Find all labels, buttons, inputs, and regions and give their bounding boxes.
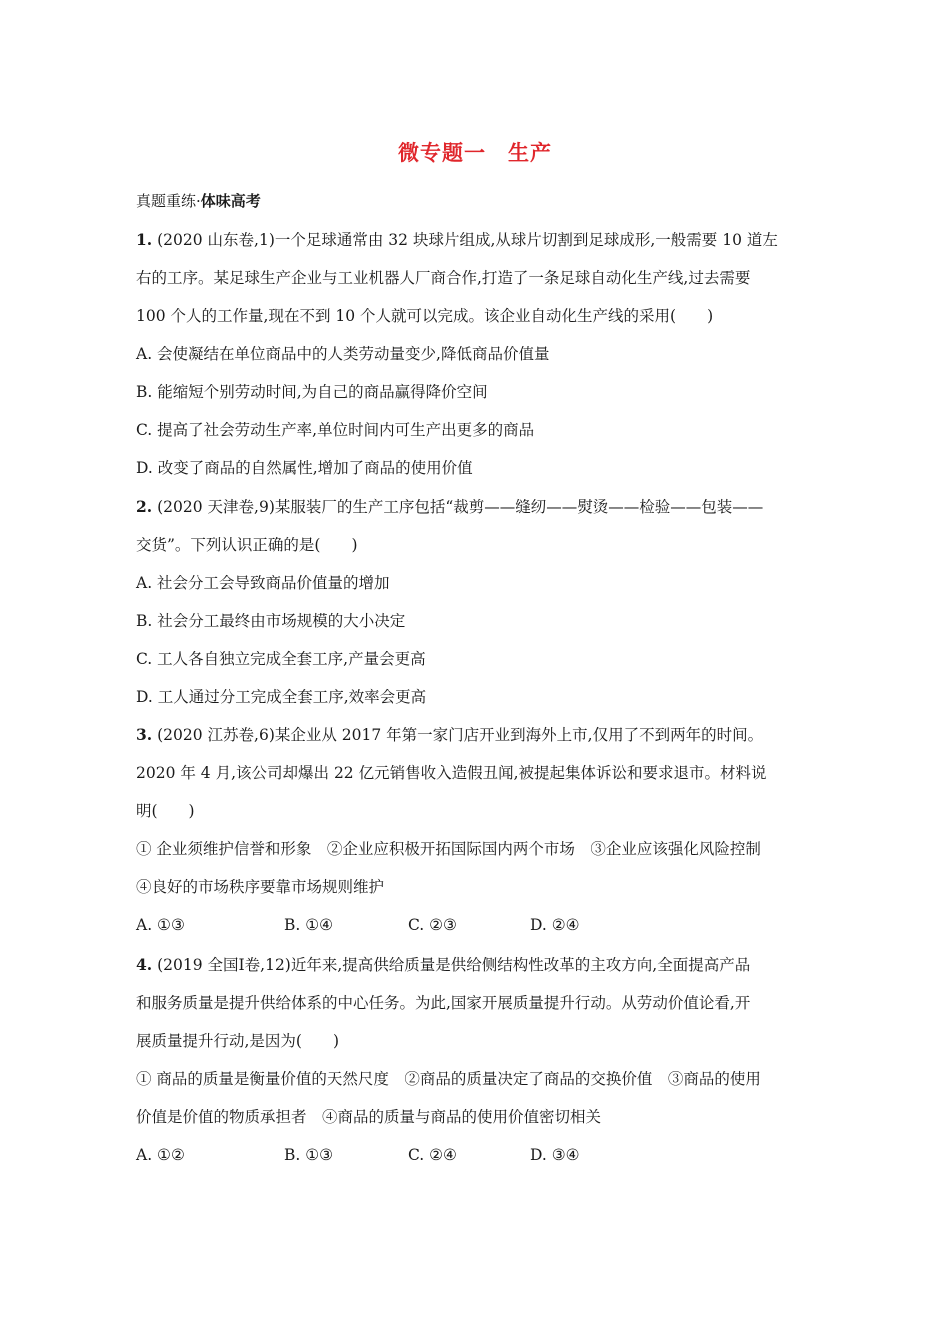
q1-option-b: B. 能缩短个别劳动时间,为自己的商品赢得降价空间	[136, 383, 488, 401]
q1-stem-2: 右的工序。某足球生产企业与工业机器人厂商合作,打造了一条足球自动化生产线,过去需要	[136, 269, 751, 287]
q1-option-c: C. 提高了社会劳动生产率,单位时间内可生产出更多的商品	[136, 421, 535, 439]
q4-option-a: A. ①②	[136, 1146, 185, 1164]
q4-stem-2: 和服务质量是提升供给体系的中心任务。为此,国家开展质量提升行动。从劳动价值论看,开	[136, 994, 751, 1012]
q2-option-d: D. 工人通过分工完成全套工序,效率会更高	[136, 688, 427, 706]
q2-option-c: C. 工人各自独立完成全套工序,产量会更高	[136, 650, 426, 668]
q1-stem-1: (2020 山东卷,1)一个足球通常由 32 块球片组成,从球片切割到足球成形,一般需要 10 道左	[152, 231, 778, 249]
section-heading	[136, 190, 261, 211]
q3-option-d: D. ②④	[530, 916, 580, 934]
q2-option-a: A. 社会分工会导致商品价值量的增加	[136, 574, 390, 592]
q1-stem-3: 100 个人的工作量,现在不到 10 个人就可以完成。该企业自动化生产线的采用( )	[136, 307, 714, 325]
q4-option-b: B. ①③	[284, 1146, 334, 1164]
q4-stem-1: (2019 全国Ⅰ卷,12)近年来,提高供给质量是供给侧结构性改革的主攻方向,全面提高产品	[152, 956, 751, 974]
q3-stem-3: 明( )	[136, 802, 195, 820]
q4-line-1	[136, 955, 750, 975]
q4-statements-2: 价值是价值的物质承担者 ④商品的质量与商品的使用价值密切相关	[136, 1108, 602, 1126]
section-prefix: 真题重练·	[136, 192, 201, 210]
q2-stem-1: (2020 天津卷,9)某服装厂的生产工序包括“裁剪——缝纫——熨烫——检验——包装——	[152, 498, 764, 516]
q3-option-a: A. ①③	[136, 916, 185, 934]
q3-statements-1: ① 企业须维护信誉和形象 ②企业应积极开拓国际国内两个市场 ③企业应该强化风险控制	[136, 840, 761, 858]
q4-option-d: D. ③④	[530, 1146, 580, 1164]
q4-statements-1: ① 商品的质量是衡量价值的天然尺度 ②商品的质量决定了商品的交换价值 ③商品的使用	[136, 1070, 761, 1088]
q3-option-c: C. ②③	[408, 916, 457, 934]
q3-stem-2: 2020 年 4 月,该公司却爆出 22 亿元销售收入造假丑闻,被提起集体诉讼和要求退市。材料说	[136, 764, 767, 782]
section-bold: 体味高考	[200, 192, 261, 210]
q2-number: 2.	[136, 497, 153, 516]
q3-number: 3.	[136, 725, 153, 744]
q3-line-1	[136, 725, 763, 745]
page-title: 微专题一 生产	[398, 141, 552, 165]
q3-stem-1: (2020 江苏卷,6)某企业从 2017 年第一家门店开业到海外上市,仅用了不到两年的时间。	[152, 726, 764, 744]
q4-option-c: C. ②④	[408, 1146, 457, 1164]
q2-stem-2: 交货”。下列认识正确的是( )	[136, 536, 358, 554]
q1-line-1	[136, 230, 778, 250]
q3-statements-2: ④良好的市场秩序要靠市场规则维护	[136, 878, 385, 896]
q1-option-a: A. 会使凝结在单位商品中的人类劳动量变少,降低商品价值量	[136, 345, 550, 363]
q2-option-b: B. 社会分工最终由市场规模的大小决定	[136, 612, 406, 630]
q1-number: 1.	[136, 230, 153, 249]
q4-number: 4.	[136, 955, 153, 974]
q4-stem-3: 展质量提升行动,是因为( )	[136, 1032, 340, 1050]
q1-option-d: D. 改变了商品的自然属性,增加了商品的使用价值	[136, 459, 473, 477]
q3-option-b: B. ①④	[284, 916, 334, 934]
q2-line-1	[136, 497, 763, 517]
